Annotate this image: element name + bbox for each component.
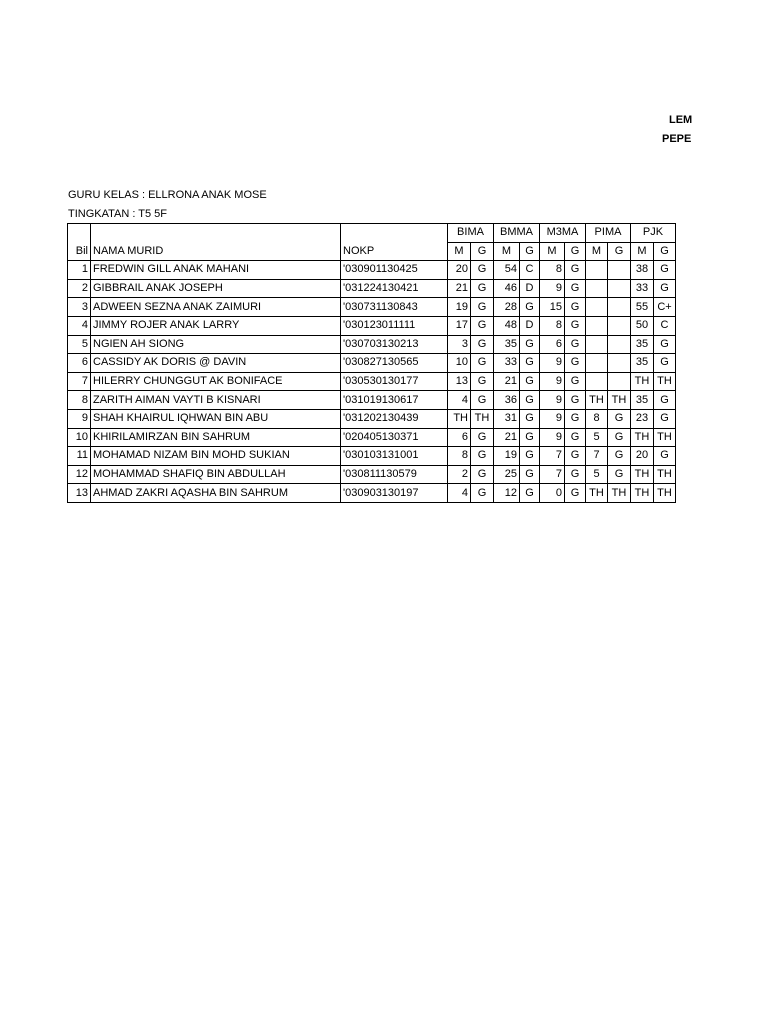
subject-header-pima: PIMA xyxy=(586,224,631,243)
cell-bil[interactable]: 8 xyxy=(68,391,91,410)
pjk-g-header: G xyxy=(654,242,676,261)
cell-bima-g[interactable]: G xyxy=(471,391,494,410)
cell-bima-g[interactable]: G xyxy=(471,279,494,298)
cell-bmma-g[interactable]: G xyxy=(520,484,540,503)
table-row[interactable] xyxy=(68,316,676,335)
cell-bima-m[interactable]: 6 xyxy=(448,428,471,447)
cell-m3ma-m[interactable]: 8 xyxy=(540,316,565,335)
cell-pima-g[interactable]: G xyxy=(608,447,631,466)
cell-bmma-g[interactable]: G xyxy=(520,447,540,466)
cell-bil[interactable]: 7 xyxy=(68,372,91,391)
cell-pima-g[interactable] xyxy=(608,261,631,280)
cell-m3ma-m[interactable]: 6 xyxy=(540,335,565,354)
cell-bil[interactable]: 3 xyxy=(68,298,91,317)
cell-bil[interactable]: 2 xyxy=(68,279,91,298)
cell-bmma-m[interactable]: 19 xyxy=(494,447,520,466)
cell-bima-m[interactable]: 4 xyxy=(448,484,471,503)
cell-bima-m[interactable]: 17 xyxy=(448,316,471,335)
cell-bima-m[interactable]: 10 xyxy=(448,354,471,373)
cell-nama[interactable]: FREDWIN GILL ANAK MAHANI xyxy=(91,261,341,280)
form-level-label: TINGKATAN : T5 5F xyxy=(68,208,168,220)
table-row[interactable] xyxy=(68,447,676,466)
cell-pjk-g[interactable]: G xyxy=(654,447,676,466)
subject-header-bmma: BMMA xyxy=(494,224,540,243)
column-header-nokp: NOKP xyxy=(341,242,448,261)
cell-bima-g[interactable]: G xyxy=(471,335,494,354)
cell-bil[interactable]: 6 xyxy=(68,354,91,373)
bmma-m-header: M xyxy=(494,242,520,261)
cell-bmma-g[interactable]: G xyxy=(520,298,540,317)
bil-header-top xyxy=(68,224,91,243)
pjk-m-header: M xyxy=(631,242,654,261)
cell-bima-m[interactable]: 4 xyxy=(448,391,471,410)
m3ma-m-header: M xyxy=(540,242,565,261)
cell-bmma-m[interactable]: 48 xyxy=(494,316,520,335)
table-row[interactable] xyxy=(68,372,676,391)
cell-bmma-g[interactable]: G xyxy=(520,428,540,447)
cell-pima-m[interactable]: 5 xyxy=(586,428,608,447)
table-row[interactable] xyxy=(68,298,676,317)
cell-pjk-g[interactable]: C+ xyxy=(654,298,676,317)
cell-m3ma-m[interactable]: 9 xyxy=(540,372,565,391)
cell-pjk-g[interactable]: G xyxy=(654,391,676,410)
cell-pima-g[interactable]: G xyxy=(608,465,631,484)
cell-m3ma-g[interactable]: G xyxy=(565,428,586,447)
subject-header-m3ma: M3MA xyxy=(540,224,586,243)
bmma-g-header: G xyxy=(520,242,540,261)
cell-nokp[interactable]: '031224130421 xyxy=(341,279,448,298)
cell-bima-m[interactable]: 8 xyxy=(448,447,471,466)
cell-bmma-m[interactable]: 31 xyxy=(494,409,520,428)
cell-pima-m[interactable] xyxy=(586,279,608,298)
cell-bima-m[interactable]: 13 xyxy=(448,372,471,391)
cell-pjk-g[interactable]: G xyxy=(654,354,676,373)
cell-m3ma-g[interactable]: G xyxy=(565,298,586,317)
cell-nokp[interactable]: '030103131001 xyxy=(341,447,448,466)
table-row[interactable] xyxy=(68,409,676,428)
cell-bmma-m[interactable]: 35 xyxy=(494,335,520,354)
cell-pima-g[interactable] xyxy=(608,372,631,391)
cell-pima-m[interactable]: 7 xyxy=(586,447,608,466)
cell-pima-m[interactable] xyxy=(586,354,608,373)
cell-bmma-m[interactable]: 21 xyxy=(494,428,520,447)
cell-pima-g[interactable] xyxy=(608,316,631,335)
cell-bima-m[interactable]: TH xyxy=(448,409,471,428)
m3ma-g-header: G xyxy=(565,242,586,261)
cell-pima-g[interactable]: G xyxy=(608,428,631,447)
cell-m3ma-m[interactable]: 9 xyxy=(540,354,565,373)
cell-bmma-m[interactable]: 21 xyxy=(494,372,520,391)
cell-pima-m[interactable] xyxy=(586,261,608,280)
column-header-nama: NAMA MURID xyxy=(91,242,341,261)
cell-nama[interactable]: NGIEN AH SIONG xyxy=(91,335,341,354)
cell-bmma-m[interactable]: 46 xyxy=(494,279,520,298)
cell-bima-g[interactable]: G xyxy=(471,484,494,503)
cell-bima-g[interactable]: G xyxy=(471,261,494,280)
cell-pjk-g[interactable]: C xyxy=(654,316,676,335)
cell-nama[interactable]: ADWEEN SEZNA ANAK ZAIMURI xyxy=(91,298,341,317)
cell-m3ma-m[interactable]: 9 xyxy=(540,279,565,298)
cell-m3ma-g[interactable]: G xyxy=(565,354,586,373)
cell-m3ma-g[interactable]: G xyxy=(565,391,586,410)
cell-nama[interactable]: HILERRY CHUNGGUT AK BONIFACE xyxy=(91,372,341,391)
cell-bmma-m[interactable]: 33 xyxy=(494,354,520,373)
cell-bmma-m[interactable]: 54 xyxy=(494,261,520,280)
cell-bmma-m[interactable]: 12 xyxy=(494,484,520,503)
table-row[interactable] xyxy=(68,465,676,484)
cell-pjk-m[interactable]: TH xyxy=(631,428,654,447)
subject-header-row xyxy=(68,224,676,243)
cell-pjk-g[interactable]: G xyxy=(654,279,676,298)
cell-bil[interactable]: 12 xyxy=(68,465,91,484)
cell-pima-g[interactable] xyxy=(608,354,631,373)
class-teacher-label: GURU KELAS : ELLRONA ANAK MOSE xyxy=(68,189,267,201)
cell-m3ma-g[interactable]: G xyxy=(565,447,586,466)
cell-bima-g[interactable]: G xyxy=(471,298,494,317)
cell-pjk-m[interactable]: 35 xyxy=(631,335,654,354)
cell-pjk-m[interactable]: TH xyxy=(631,465,654,484)
cell-pima-m[interactable]: TH xyxy=(586,484,608,503)
table-row[interactable] xyxy=(68,354,676,373)
cell-pima-m[interactable] xyxy=(586,298,608,317)
cell-m3ma-g[interactable]: G xyxy=(565,316,586,335)
cell-nama[interactable]: CASSIDY AK DORIS @ DAVIN xyxy=(91,354,341,373)
table-row[interactable] xyxy=(68,279,676,298)
cell-m3ma-g[interactable]: G xyxy=(565,484,586,503)
cell-m3ma-g[interactable]: G xyxy=(565,261,586,280)
subject-header-bima: BIMA xyxy=(448,224,494,243)
cell-nokp[interactable]: '030811130579 xyxy=(341,465,448,484)
table-row[interactable] xyxy=(68,335,676,354)
cell-pjk-g[interactable]: G xyxy=(654,261,676,280)
cell-bil[interactable]: 13 xyxy=(68,484,91,503)
cell-bmma-g[interactable]: D xyxy=(520,279,540,298)
cell-bmma-g[interactable]: G xyxy=(520,391,540,410)
cell-pima-m[interactable]: TH xyxy=(586,391,608,410)
cell-bima-g[interactable]: G xyxy=(471,447,494,466)
cell-nama[interactable]: SHAH KHAIRUL IQHWAN BIN ABU xyxy=(91,409,341,428)
cell-pjk-g[interactable]: TH xyxy=(654,372,676,391)
cell-pima-g[interactable] xyxy=(608,335,631,354)
cell-bima-g[interactable]: G xyxy=(471,428,494,447)
cell-bmma-g[interactable]: C xyxy=(520,261,540,280)
cell-pima-m[interactable] xyxy=(586,335,608,354)
cell-m3ma-g[interactable]: G xyxy=(565,409,586,428)
cell-pjk-g[interactable]: G xyxy=(654,335,676,354)
results-table xyxy=(67,223,676,503)
subject-header-pjk: PJK xyxy=(631,224,676,243)
cell-m3ma-m[interactable]: 9 xyxy=(540,391,565,410)
cell-m3ma-m[interactable]: 15 xyxy=(540,298,565,317)
cell-m3ma-m[interactable]: 7 xyxy=(540,465,565,484)
cell-m3ma-g[interactable]: G xyxy=(565,465,586,484)
pima-m-header: M xyxy=(586,242,608,261)
cell-pjk-m[interactable]: 55 xyxy=(631,298,654,317)
cell-bil[interactable]: 9 xyxy=(68,409,91,428)
cell-bmma-m[interactable]: 25 xyxy=(494,465,520,484)
table-row[interactable] xyxy=(68,391,676,410)
cell-nokp[interactable]: '030827130565 xyxy=(341,354,448,373)
cell-pjk-m[interactable]: 50 xyxy=(631,316,654,335)
cell-bima-m[interactable]: 20 xyxy=(448,261,471,280)
cell-m3ma-m[interactable]: 8 xyxy=(540,261,565,280)
cell-pima-g[interactable] xyxy=(608,279,631,298)
cell-nokp[interactable]: '030903130197 xyxy=(341,484,448,503)
cell-bima-m[interactable]: 21 xyxy=(448,279,471,298)
cell-bima-g[interactable]: G xyxy=(471,465,494,484)
cell-pjk-m[interactable]: 23 xyxy=(631,409,654,428)
cell-bima-m[interactable]: 2 xyxy=(448,465,471,484)
pima-g-header: G xyxy=(608,242,631,261)
bima-m-header: M xyxy=(448,242,471,261)
cell-pima-g[interactable]: TH xyxy=(608,484,631,503)
cell-nama[interactable]: JIMMY ROJER ANAK LARRY xyxy=(91,316,341,335)
table-row[interactable] xyxy=(68,484,676,503)
cell-pima-g[interactable] xyxy=(608,298,631,317)
table-row[interactable] xyxy=(68,428,676,447)
table-row[interactable] xyxy=(68,261,676,280)
cell-bmma-m[interactable]: 28 xyxy=(494,298,520,317)
cell-nama[interactable]: MOHAMMAD SHAFIQ BIN ABDULLAH xyxy=(91,465,341,484)
cell-nama[interactable]: GIBBRAIL ANAK JOSEPH xyxy=(91,279,341,298)
cell-pjk-g[interactable]: TH xyxy=(654,484,676,503)
cell-bil[interactable]: 1 xyxy=(68,261,91,280)
cell-pjk-g[interactable]: G xyxy=(654,409,676,428)
cell-pjk-m[interactable]: 33 xyxy=(631,279,654,298)
cell-pima-m[interactable]: 5 xyxy=(586,465,608,484)
cell-nokp[interactable]: '031202130439 xyxy=(341,409,448,428)
cell-nokp[interactable]: '030123011111 xyxy=(341,316,448,335)
cell-bmma-g[interactable]: G xyxy=(520,354,540,373)
cell-bmma-g[interactable]: D xyxy=(520,316,540,335)
cell-pima-g[interactable]: G xyxy=(608,409,631,428)
cell-pjk-m[interactable]: 35 xyxy=(631,354,654,373)
cell-bima-g[interactable]: G xyxy=(471,372,494,391)
cell-pjk-g[interactable]: TH xyxy=(654,465,676,484)
cell-bima-g[interactable]: TH xyxy=(471,409,494,428)
cell-bil[interactable]: 5 xyxy=(68,335,91,354)
cell-m3ma-m[interactable]: 7 xyxy=(540,447,565,466)
cell-m3ma-g[interactable]: G xyxy=(565,372,586,391)
cell-bmma-g[interactable]: G xyxy=(520,335,540,354)
column-header-row xyxy=(68,242,676,261)
cell-pima-m[interactable] xyxy=(586,316,608,335)
cell-pjk-m[interactable]: TH xyxy=(631,372,654,391)
cell-bima-m[interactable]: 19 xyxy=(448,298,471,317)
column-header-bil: Bil xyxy=(68,242,91,261)
cell-nokp[interactable]: '030731130843 xyxy=(341,298,448,317)
cell-pjk-g[interactable]: TH xyxy=(654,428,676,447)
cell-nokp[interactable]: '030530130177 xyxy=(341,372,448,391)
cell-nama[interactable]: MOHAMAD NIZAM BIN MOHD SUKIAN xyxy=(91,447,341,466)
cell-bima-m[interactable]: 3 xyxy=(448,335,471,354)
cell-nokp[interactable]: '030901130425 xyxy=(341,261,448,280)
cell-bmma-g[interactable]: G xyxy=(520,372,540,391)
cell-nama[interactable]: KHIRILAMIRZAN BIN SAHRUM xyxy=(91,428,341,447)
cell-bil[interactable]: 4 xyxy=(68,316,91,335)
cell-pima-m[interactable] xyxy=(586,372,608,391)
cell-nama[interactable]: ZARITH AIMAN VAYTI B KISNARI xyxy=(91,391,341,410)
cell-bmma-m[interactable]: 36 xyxy=(494,391,520,410)
cell-pjk-m[interactable]: 20 xyxy=(631,447,654,466)
cell-bmma-g[interactable]: G xyxy=(520,409,540,428)
sheet-viewport: LEM PEPE GURU KELAS : ELLRONA ANAK MOSE TINGKATAN : T5 5F BIMA BMMA M3MA PIMA PJK Bil NAMA MURID NOKP M G M G M G M G M G 1 FREDWIN GILL ANAK MAHANI '030901130425 20 G 54 C 8 G 38 G 2 GIBBRAIL ANAK JOSEPH '031224130421 21 G 46 D 9 G 33 G 3 ADWEEN SEZNA ANAK ZAIMURI '030731130843 19 G 28 G 15 G 55 C+ 4 JIMMY ROJER ANAK LARRY '030123011111 17 G 48 D 8 G 50 C 5 NGIEN AH SIONG '030703130213 3 G 35 G 6 G 35 G 6 CASSIDY AK DORIS @ DAVIN '030827130565 10 G 33 G 9 G 35 G 7 HILERRY CHUNGGUT AK BONIFACE '030530130177 13 G 21 G 9 G TH TH 8 ZARITH AIMAN VAYTI B KISNARI '031019130617 4 G 36 G 9 G TH TH 35 G 9 SHAH KHAIRUL IQHWAN BIN ABU '031202130439 TH TH 31 G 9 G 8 G 23 G 10 KHIRILAMIRZAN BIN SAHRUM '020405130371 6 G 21 G 9 G 5 G TH TH 11 MOHAMAD NIZAM BIN MOHD SUKIAN '030103131001 8 G 19 G 7 G 7 G 20 G 12 MOHAMMAD SHAFIQ BIN ABDULLAH '030811130579 2 G 25 G 7 G 5 G TH TH 13 AHMAD ZAKRI AQASHA BIN SAHRUM '030903130197 4 G 12 G 0 G TH TH TH TH xyxy=(0,0,689,1024)
cell-bima-g[interactable]: G xyxy=(471,354,494,373)
cell-bil[interactable]: 10 xyxy=(68,428,91,447)
cell-bmma-g[interactable]: G xyxy=(520,465,540,484)
cell-pjk-m[interactable]: TH xyxy=(631,484,654,503)
cell-pima-g[interactable]: TH xyxy=(608,391,631,410)
cell-pjk-m[interactable]: 38 xyxy=(631,261,654,280)
cell-bil[interactable]: 11 xyxy=(68,447,91,466)
cell-m3ma-g[interactable]: G xyxy=(565,279,586,298)
cell-pjk-m[interactable]: 35 xyxy=(631,391,654,410)
cell-m3ma-g[interactable]: G xyxy=(565,335,586,354)
cell-nokp[interactable]: '020405130371 xyxy=(341,428,448,447)
bima-g-header: G xyxy=(471,242,494,261)
cell-nokp[interactable]: '031019130617 xyxy=(341,391,448,410)
cell-pima-m[interactable]: 8 xyxy=(586,409,608,428)
nama-header-top xyxy=(91,224,341,243)
cell-m3ma-m[interactable]: 9 xyxy=(540,409,565,428)
cell-nokp[interactable]: '030703130213 xyxy=(341,335,448,354)
cell-nama[interactable]: AHMAD ZAKRI AQASHA BIN SAHRUM xyxy=(91,484,341,503)
cell-m3ma-m[interactable]: 0 xyxy=(540,484,565,503)
cell-m3ma-m[interactable]: 9 xyxy=(540,428,565,447)
cell-bima-g[interactable]: G xyxy=(471,316,494,335)
nokp-header-top xyxy=(341,224,448,243)
